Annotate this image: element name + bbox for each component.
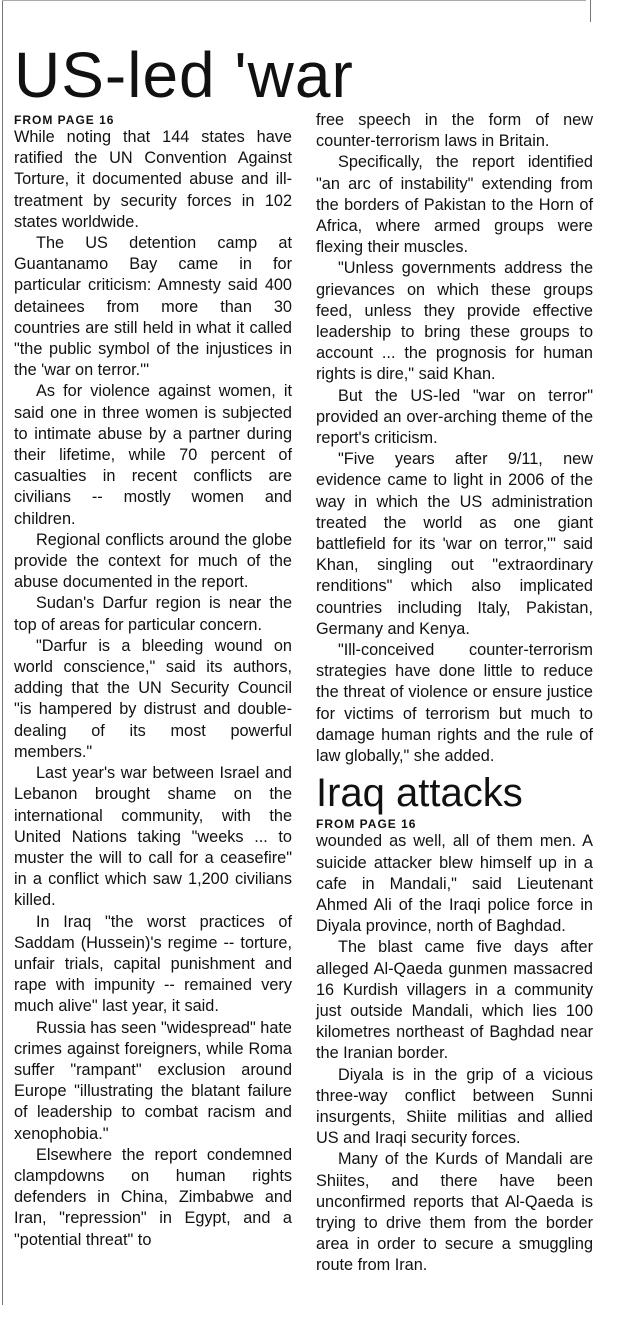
article-right-column: [316, 110, 593, 1277]
paragraph-right-3: "Unless governments address the grievances on which these groups feed, unless they provide effective leadership to bring these groups to account ... the prognosis for human rights is dire," said Khan.: [316, 259, 593, 384]
paragraph-left-10: Elsewhere the report condemned clampdowns on human rights defenders in China, Zimbabwe and Iran, "repression" in Egypt, and a "potential threat" to: [14, 1145, 292, 1249]
paragraph-left-6: "Darfur is a bleeding wound on world conscience," said its authors, adding that the UN Security Council "is hampered by distrust and double-dealing of its most powerful members.": [14, 636, 292, 761]
second-paragraph-4: Many of the Kurds of Mandali are Shiites, and there have been unconfirmed reports that Al-Qaeda is trying to drive them from the border area in order to secure a smuggling route from Iran.: [316, 1150, 593, 1275]
paragraph-left-4: Regional conflicts around the globe provide the context for much of the abuse documented in the report.: [14, 530, 292, 592]
paragraph-left-9: Russia has seen "widespread" hate crimes against foreigners, while Roma suffer "rampant" exclusion around Europe "illustrating the blatant failure of leadership to combat racism and xenophobia.": [14, 1018, 292, 1143]
paragraph-left-5: Sudan's Darfur region is near the top of areas for particular concern.: [14, 594, 292, 634]
paragraph-left-8: In Iraq "the worst practices of Saddam (Hussein)'s regime -- torture, unfair trials, capital punishment and rape with impunity -- remained very much alive" last year, it said.: [14, 912, 292, 1016]
paragraph-right-4: But the US-led "war on terror" provided an over-arching theme of the report's criticism.: [316, 386, 593, 448]
paragraph-left-7: Last year's war between Israel and Lebanon brought shame on the international community, with the United Nations taking "weeks ... to muster the will to call for a ceasefire" in a conflict which saw 1,200 civilians killed.: [14, 764, 292, 910]
frame-border-right: [590, 0, 591, 22]
paragraph-left-3: As for violence against women, it said one in three women is subjected to intimate abuse by a partner during their lifetime, while 70 percent of casualties in recent conflicts are civilians -- mostly women and children.: [14, 382, 292, 528]
second-jump-kicker: FROM PAGE 16: [316, 817, 417, 832]
second-article-headline: Iraq attacks: [316, 771, 523, 816]
frame-border-left: [2, 0, 3, 1305]
second-paragraph-3: Diyala is in the grip of a vicious three-way conflict between Sunni insurgents, Shiite militias and allied US and Iraqi security forces.: [316, 1065, 593, 1148]
paragraph-right-5: "Five years after 9/11, new evidence came to light in 2006 of the way in which the US administration treated the world as one giant battlefield for its 'war on terror,'" said Khan, singling out "extraordinary renditions" which also implicated countries including Italy, Pakistan, Germany and Kenya.: [316, 450, 593, 638]
paragraph-right-2: Specifically, the report identified "an arc of instability" extending from the borders of Pakistan to the Horn of Africa, where armed groups were flexing their muscles.: [316, 153, 593, 257]
article-left-column: [14, 0, 354, 1251]
paragraph-right-6: "Ill-conceived counter-terrorism strategies have done little to reduce the threat of violence or ensure justice for victims of terrorism but much to damage human rights and the rule of law globally," she added.: [316, 641, 593, 766]
second-paragraph-1: wounded as well, all of them men. A suicide attacker blew himself up in a cafe in Mandali," said Lieutenant Ahmed Ali of the Iraqi police force in Diyala province, north of Baghdad.: [316, 832, 593, 936]
article-headline: US-led 'war: [14, 39, 354, 111]
paragraph-right-1: free speech in the form of new counter-terrorism laws in Britain.: [316, 111, 593, 151]
paragraph-left-2: The US detention camp at Guantanamo Bay came in for particular criticism: Amnesty said 400 detainees from more than 30 countries are still held in what it called "the public symbol of the injustices in the 'war on terror.'": [14, 234, 292, 380]
paragraph-left-1: While noting that 144 states have ratified the UN Convention Against Torture, it documented abuse and ill-treatment by security forces in 102 states worldwide.: [14, 128, 292, 231]
second-paragraph-2: The blast came five days after alleged Al-Qaeda gunmen massacred 16 Kurdish villagers in a community just outside Mandali, which lies 100 kilometres northeast of Baghdad near the Iranian border.: [316, 938, 593, 1063]
jump-kicker: FROM PAGE 16: [14, 113, 115, 127]
